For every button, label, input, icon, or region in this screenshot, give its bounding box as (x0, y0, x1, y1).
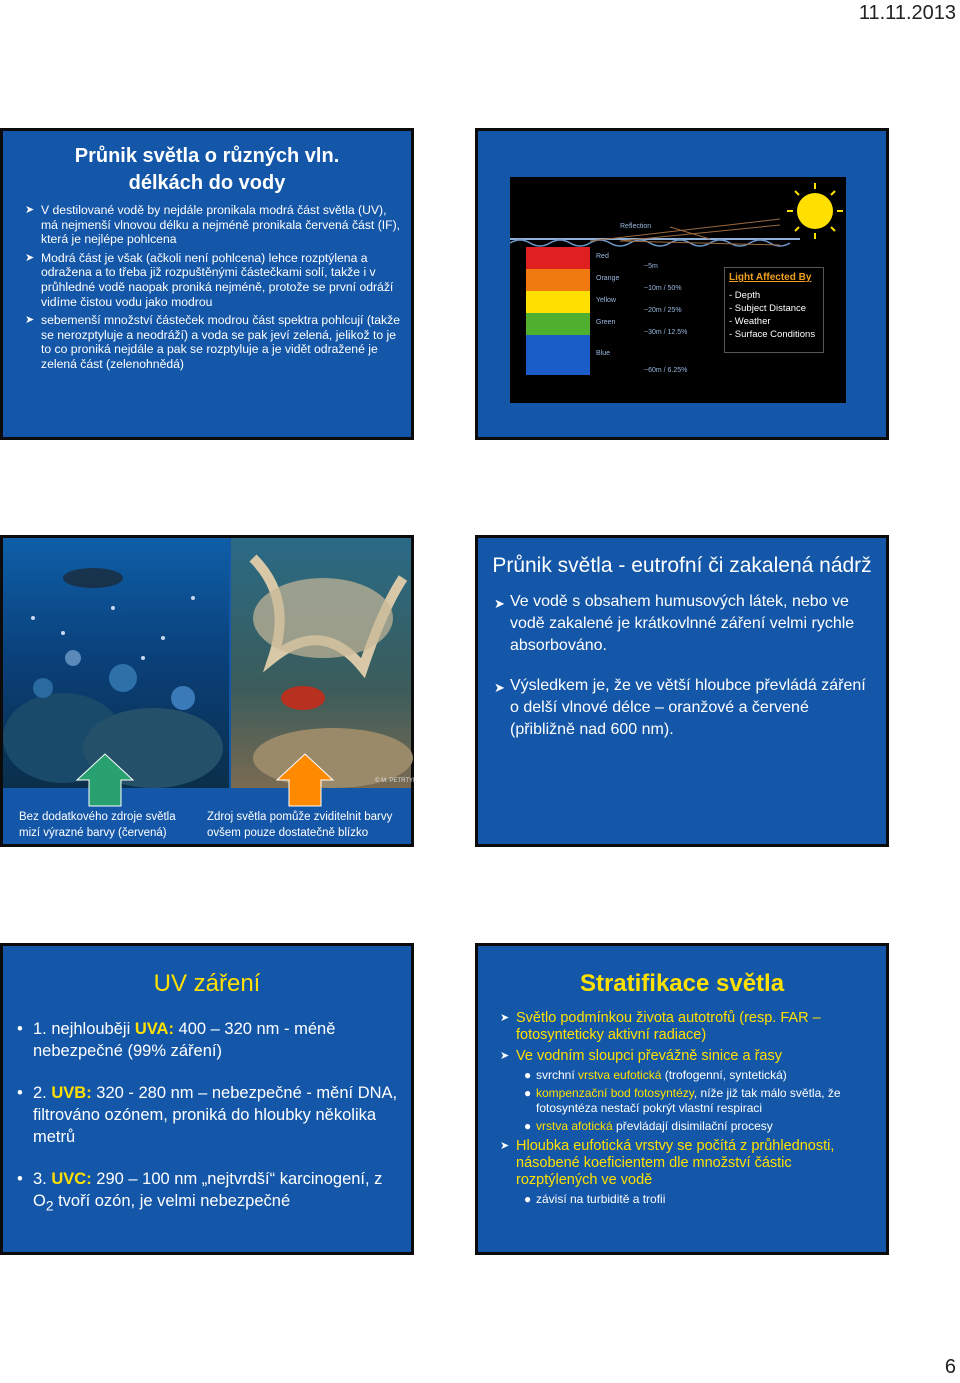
list-item: ➤ Hloubka eufotická vrstvy se počítá z průhlednosti, násobené koeficientem dle množství částic rozptýlených ve vodě ● závisí na turbiditě a trofii (516, 1138, 872, 1207)
caption-right: Zdroj světla pomůže zviditelnit barvy ovšem pouze dostatečně blízko (207, 811, 393, 839)
sub-item: ● svrchní vrstva eufotická (trofogenní, syntetická) (524, 1068, 787, 1082)
green-band (526, 313, 590, 335)
bullet-dot-icon: ● (524, 1086, 532, 1100)
light-affected-box (724, 267, 824, 353)
depth-label: ~10m / 50% (644, 285, 682, 292)
bullet-dot-icon: ● (524, 1192, 532, 1206)
list-item: • 2. UVB: 320 - 280 nm – nebezpečné - mění DNA, filtrováno ozónem, proniká do hloubky několika metrů (17, 1084, 398, 1146)
affected-item: - Depth (729, 290, 761, 301)
arrow-bullet-icon: ➤ (500, 1012, 510, 1024)
list-item: ➤ Ve vodním sloupci převážně sinice a řasy ● svrchní vrstva eufotická (trofogenní, syntetická) ● kompenzační bod fotosyntézy, níže již tak málo světla, že fotosyntéza nestačí pokrýt vlastní respiraci ● vrstva afotická převládají disimilační procesy (516, 1048, 872, 1134)
bullet-list (478, 591, 886, 741)
sub-list (516, 1068, 872, 1134)
arrow-bullet-icon: ➤ (494, 596, 505, 611)
arrow-bullet-icon: ➤ (25, 251, 35, 264)
list-item: • 1. nejhlouběji UVA: 400 – 320 nm - méně nebezpečné (99% záření) (17, 1020, 336, 1060)
depth-label: ~20m / 25% (644, 307, 682, 314)
sub-item: ● závisí na turbiditě a trofii (524, 1192, 666, 1206)
title-line-2: délkách do vody (128, 172, 286, 194)
slide-title: Stratifikace světla (579, 970, 785, 997)
list-item: • 3. UVC: 290 – 100 nm „nejtvrdší“ karcinogení, z $O_2$ tvoří ozón, je velmi nebezpečné (17, 1170, 383, 1214)
list-item: ➤ Ve vodě s obsahem humusových látek, nebo ve vodě zakalené je krátkovlnné záření velmi rychle absorbováno. (494, 593, 855, 654)
color-label: Orange (596, 275, 620, 282)
sub-item: ● vrstva afotická převládají disimilační procesy (524, 1119, 773, 1133)
slide-light-penetration (0, 128, 414, 440)
arrow-bullet-icon: ➤ (500, 1140, 510, 1152)
list-item: ➤ Světlo podmínkou života autotrofů (resp. FAR – fotosynteticky aktivní radiace) (500, 1010, 821, 1043)
sub-list (516, 1192, 872, 1207)
list-item: ➤ V destilované vodě by nejdále pronikala modrá část světla (UV), má nejmenší vlnovou délku a nejméně pronikala červená část (IF), která je nejlépe pohlcena (25, 203, 401, 247)
color-label: Blue (596, 350, 611, 357)
sun-icon (787, 183, 843, 239)
slide-eutrophic (475, 535, 889, 847)
depth-label: ~30m / 12.5% (644, 329, 688, 336)
depth-label: ~5m (644, 263, 658, 270)
underwater-photos (3, 538, 417, 788)
bullet-list (3, 1018, 411, 1217)
bullet-dot-icon: ● (524, 1068, 532, 1082)
coral-fish-photo (231, 538, 413, 788)
blue-band (526, 335, 590, 375)
bullet-list (3, 203, 411, 372)
depth-label: ~60m / 6.25% (644, 367, 688, 374)
coral-reef-diver-photo (3, 538, 229, 788)
header-date: 11.11.2013 (858, 2, 956, 24)
color-label: Green (596, 319, 616, 326)
slide-uv (0, 943, 414, 1255)
arrow-bullet-icon: ➤ (500, 1050, 510, 1062)
color-label: Yellow (596, 297, 616, 304)
list-item: ➤ Modrá část je však (ačkoli není pohlcena) lehce rozptýlena a odražena a to třeba již rozpuštěnými částečkami solí, takže i v průhledné vodě naopak proniká nejméně, protože se první odráží vidíme čistou vodu jako modrou (25, 250, 394, 309)
red-band (526, 247, 590, 269)
list-item: ➤ Výsledkem je, že ve větší hloubce převládá záření o delší vlnové délce – oranžové a červené (přibližně nad 600 nm). (494, 677, 866, 738)
sub-item: ● kompenzační bod fotosyntézy, níže již tak málo světla, že fotosyntéza nestačí pokrýt vlastní respiraci (524, 1086, 841, 1115)
slide-stratification (475, 943, 889, 1255)
light-depth-diagram (510, 177, 846, 403)
caption-left: Bez dodatkového zdroje světla mizí výrazné barvy (červená) (19, 811, 176, 839)
slide-title: Průnik světla - eutrofní či zakalená nádrž (492, 554, 872, 577)
slide-depth-diagram (475, 128, 889, 440)
bullet-dot-icon: • (17, 1020, 23, 1038)
slide-title (3, 143, 411, 197)
orange-band (526, 269, 590, 291)
affected-item: - Weather (729, 316, 771, 327)
slide-underwater-photos (0, 535, 417, 847)
color-label: Red (596, 253, 609, 260)
light-affected-title: Light Affected By (729, 272, 812, 283)
bullet-dot-icon: • (17, 1084, 23, 1102)
page-number: 6 (944, 1356, 956, 1378)
photo-watermark: © M. PETRTYL (375, 778, 417, 784)
reflection-label: Reflection (620, 223, 652, 230)
bullet-dot-icon: • (17, 1170, 23, 1188)
arrow-bullet-icon: ➤ (25, 204, 35, 216)
yellow-band (526, 291, 590, 313)
slide-title: UV záření (153, 970, 261, 997)
title-line-1: Průnik světla o různých vln. (74, 145, 340, 167)
affected-item: - Surface Conditions (729, 329, 816, 340)
bullet-dot-icon: ● (524, 1119, 532, 1133)
list-item: ➤ sebemenší množství částeček modrou část spektra pohlcují (takže se nerozptyluje a neodráží) a voda se pak jeví zelená, jelikož to je to co proniká nejdále a pak se rozptyluje a je vidět odražené je zelená část (zelenohnědá) (25, 313, 401, 371)
bullet-list (478, 1010, 886, 1207)
arrow-bullet-icon: ➤ (25, 314, 35, 327)
affected-item: - Subject Distance (729, 303, 807, 314)
arrow-bullet-icon: ➤ (494, 680, 505, 695)
